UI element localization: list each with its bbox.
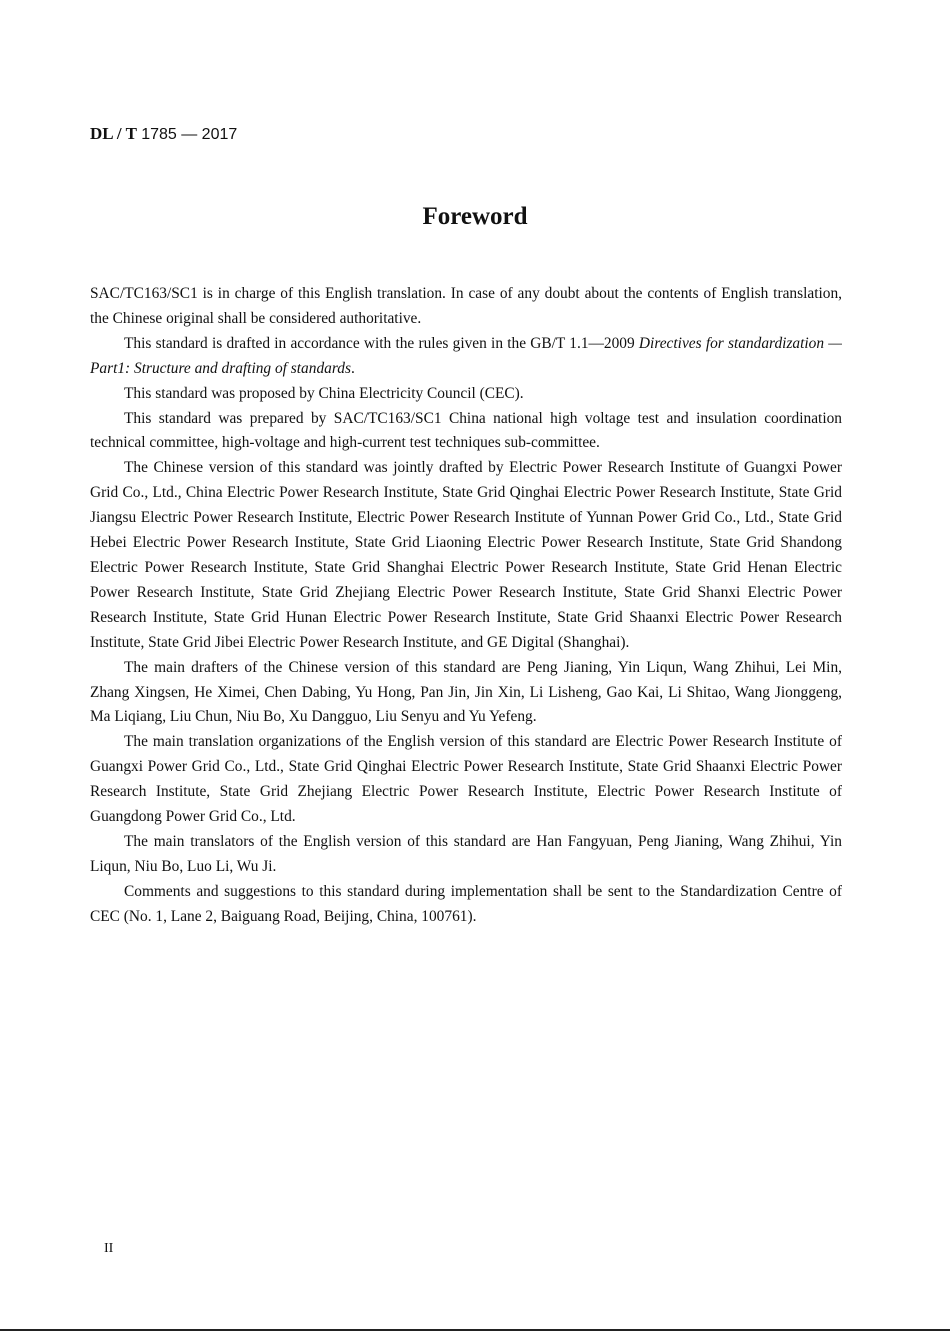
- document-code-prefix: DL / T: [90, 124, 137, 143]
- drafting-rules-italic-title: Directives for standardization —Part1: Structure and drafting of standards: [90, 334, 842, 377]
- paragraph-drafting-organizations: The Chinese version of this standard was jointly drafted by Electric Power Research Institute of Guangxi Power Grid Co., Ltd., China Electric Power Research Institute, State Grid Qinghai Electric Power Research Institute, State Grid Jiangsu Electric Power Research Institute, Electric Power Research Institute of Yunnan Power Grid Co., Ltd., State Grid Hebei Electric Power Research Institute, State Grid Liaoning Electric Power Research Institute, State Grid Shandong Electric Power Research Institute, State Grid Shanghai Electric Power Research Institute, State Grid Henan Electric Power Research Institute, State Grid Zhejiang Electric Power Research Institute, State Grid Shanxi Electric Power Research Institute, State Grid Hunan Electric Power Research Institute, State Grid Shaanxi Electric Power Research Institute, State Grid Jibei Electric Power Research Institute, and GE Digital (Shanghai).: [90, 459, 842, 651]
- paragraph-translation-note: SAC/TC163/SC1 is in charge of this English translation. In case of any doubt about the contents of English translation, the Chinese original shall be considered authoritative.: [90, 285, 842, 327]
- paragraph-translators: The main translators of the English version of this standard are Han Fangyuan, Peng Jianing, Wang Zhihui, Yin Liqun, Niu Bo, Luo Li, Wu Ji.: [90, 832, 842, 875]
- document-code: [90, 124, 237, 144]
- drafting-rules-end: .: [350, 359, 355, 377]
- paragraph-proposed-by: This standard was proposed by China Electricity Council (CEC).: [124, 384, 524, 402]
- paragraph-translation-organizations: The main translation organizations of the English version of this standard are Electric Power Research Institute of Guangxi Power Grid Co., Ltd., State Grid Qinghai Electric Power Research Institute, State Grid Shaanxi Electric Power Research Institute, State Grid Zhejiang Electric Power Research Institute, Electric Power Research Institute of Guangdong Power Grid Co., Ltd.: [90, 733, 842, 826]
- foreword-body: [90, 282, 842, 930]
- drafting-rules-text: This standard is drafted in accordance with the rules given in the GB/T 1.1—2009: [124, 334, 639, 352]
- paragraph-prepared-by: This standard was prepared by SAC/TC163/SC1 China national high voltage test and insulation coordination technical committee, high-voltage and high-current test techniques sub-committee.: [90, 409, 842, 452]
- page-number: II: [104, 1241, 114, 1256]
- paragraph-comments: Comments and suggestions to this standard during implementation shall be sent to the Standardization Centre of CEC (No. 1, Lane 2, Baiguang Road, Beijing, China, 100761).: [90, 882, 842, 925]
- page-title: Foreword: [422, 203, 528, 230]
- document-code-number: 1785 — 2017: [141, 126, 238, 143]
- bottom-divider: [0, 1329, 950, 1331]
- paragraph-drafting-rules: [90, 332, 842, 382]
- paragraph-main-drafters: The main drafters of the Chinese version of this standard are Peng Jianing, Yin Liqun, Wang Zhihui, Lei Min, Zhang Xingsen, He Ximei, Chen Dabing, Yu Hong, Pan Jin, Jin Xin, Li Lisheng, Gao Kai, Li Shitao, Wang Jionggeng, Ma Liqiang, Liu Chun, Niu Bo, Xu Dangguo, Liu Senyu and Yu Yefeng.: [90, 658, 842, 726]
